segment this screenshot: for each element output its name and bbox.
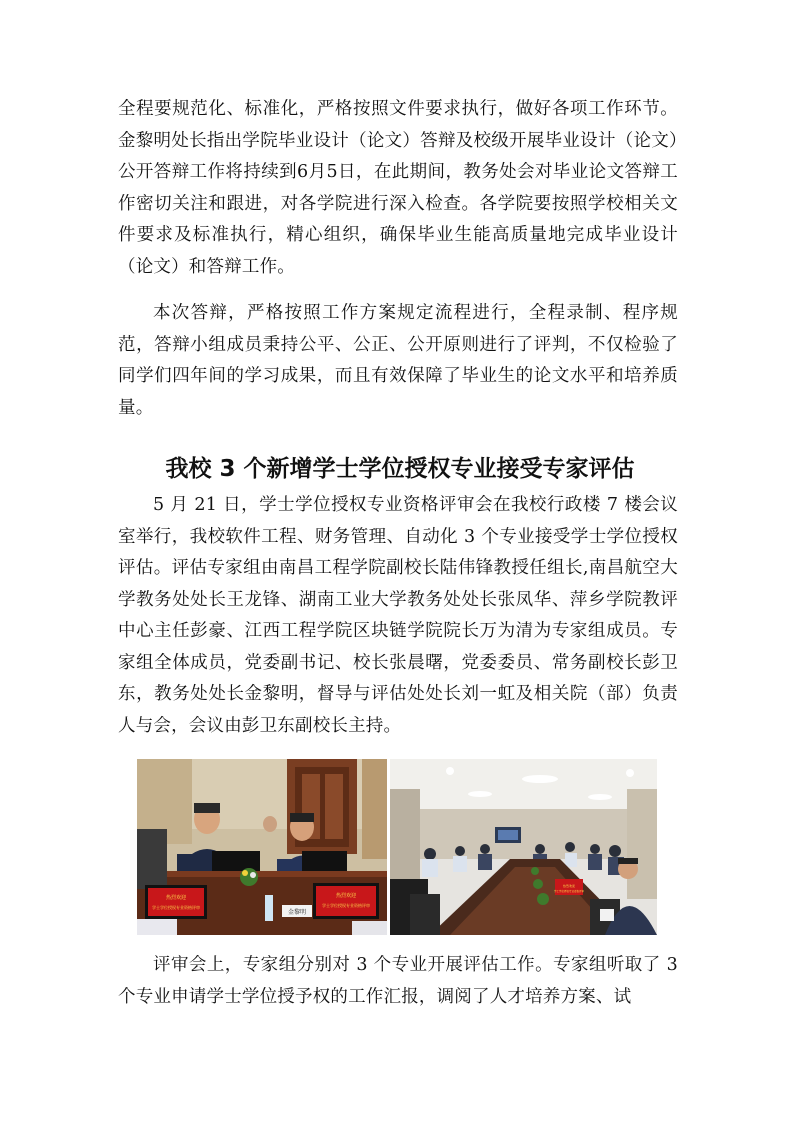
left-screen-text-1b: 热烈欢迎 <box>335 893 357 899</box>
news-paragraph-2: 评审会上，专家组分别对 3 个专业开展评估工作。专家组听取了 3 个专业申请学士学位授予权的工作汇报，调阅了人才培养方案、试 <box>118 955 678 1007</box>
left-screen-text-2: 学士学位授权专业资格评审 <box>152 905 200 910</box>
meeting-photo-left <box>137 759 387 935</box>
meeting-photos <box>137 759 657 935</box>
left-nameplate: 金黎明 <box>287 909 307 916</box>
news-title: 我校 3 个新增学士学位授权专业接受专家评估 <box>165 456 635 482</box>
left-screen-text-2b: 学士学位授权专业资格评审 <box>322 903 370 908</box>
right-screen-text-2: 学士学位授权专业资格评审 <box>553 890 585 893</box>
intro-paragraph: 全程要规范化、标准化，严格按照文件要求执行，做好各项工作环节。金黎明处长指出学院毕业设计（论文）答辩及校级开展毕业设计（论文）公开答辩工作将持续到6月5日，在此期间，教务处会对毕业论文答辩工作密切关注和跟进，对各学院进行深入检查。各学院要按照学校相关文件要求及标准执行，精心组织，确保毕业生能高质量地完成毕业设计（论文）和答辩工作。 <box>118 99 678 277</box>
news-paragraph-1: 5 月 21 日，学士学位授权专业资格评审会在我校行政楼 7 楼会议室举行，我校软件工程、财务管理、自动化 3 个专业接受学士学位授权评估。评估专家组由南昌工程学院副校长陆伟锋教授任组长,南昌航空大学教务处处长王龙锋、湖南工业大学教务处处长张凤华、萍乡学院教评中心主任彭豪、江西工程学院区块链学院院长万为清为专家组成员。专家组全体成员，党委副书记、校长张晨曙，党委委员、常务副校长彭卫东，教务处处长金黎明，督导与评估处处长刘一虹及相关院（部）负责人与会，会议由彭卫东副校长主持。 <box>118 495 678 736</box>
left-screen-text-1: 热烈欢迎 <box>165 895 187 901</box>
second-paragraph: 本次答辩，严格按照工作方案规定流程进行，全程录制、程序规范，答辩小组成员秉持公平、公正、公开原则进行了评判，不仅检验了同学们四年间的学习成果，而且有效保障了毕业生的论文水平和培养质量。 <box>118 303 678 418</box>
meeting-photo-right <box>390 759 657 935</box>
right-screen-text-1: 热烈欢迎 <box>562 884 576 888</box>
